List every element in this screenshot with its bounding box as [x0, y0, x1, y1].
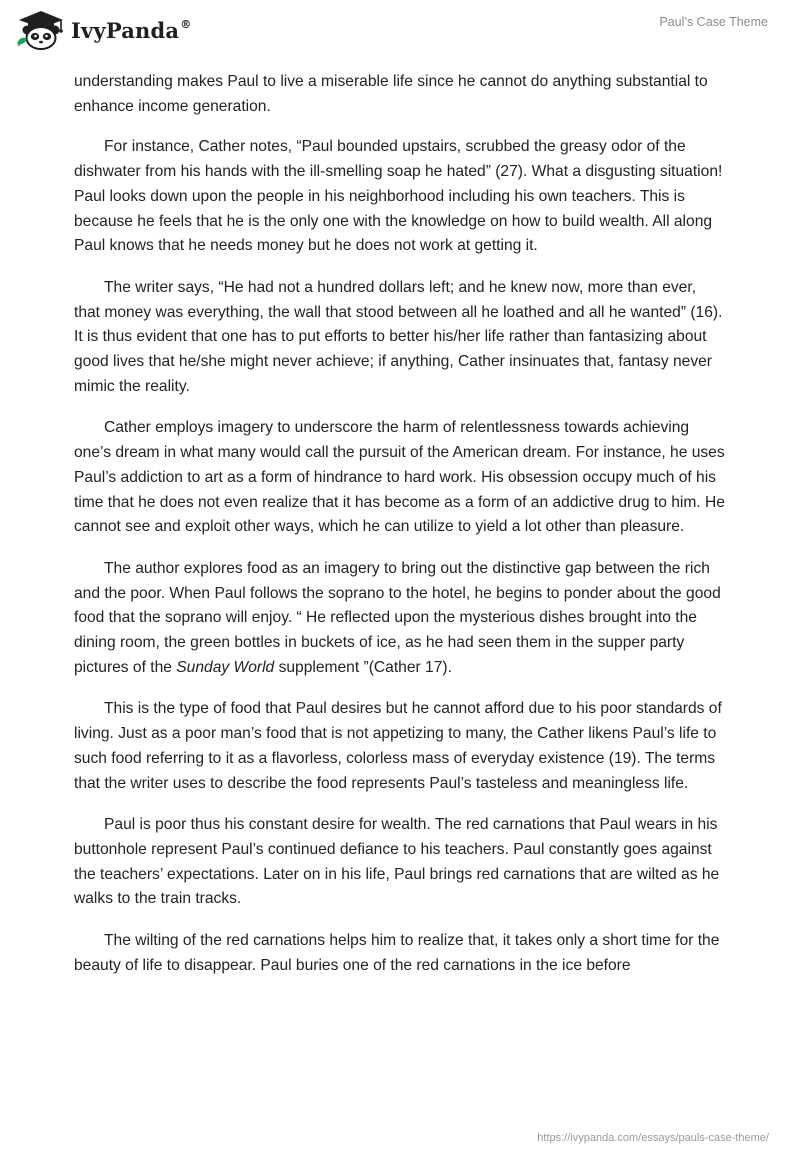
ivypanda-logo[interactable]	[14, 8, 191, 50]
publication-title: Sunday World	[176, 658, 275, 676]
paragraph-6: This is the type of food that Paul desires but he cannot afford due to his poor standards of living. Just as a poor man’s food that is not appetizing to many, the Cather likens Paul’s life to such food referring to it as a flavorless, colorless mass of everyday existence (19). The terms that the writer uses to describe the food represents Paul’s tasteless and meaningless life.	[74, 700, 722, 792]
paragraph-5	[74, 557, 726, 681]
panda-graduate-icon	[14, 8, 66, 50]
paragraph-7: Paul is poor thus his constant desire for wealth. The red carnations that Paul wears in his buttonhole represent Paul’s continued defiance to his teachers. Paul constantly goes against the teachers’ expectations. Later on in his life, Paul brings red carnations that are wilted as he walks to the train tracks.	[74, 816, 720, 908]
paragraph-4: Cather employs imagery to underscore the harm of relentlessness towards achieving one’s dream in what many would call the pursuit of the American dream. For instance, he uses Paul’s addiction to art as a form of hindrance to hard work. His obsession occupy much of his time that he does not even realize that it has become as a form of an addictive drug to him. He cannot see and exploit other ways, which he can utilize to yield a lot other than pleasure.	[74, 419, 725, 536]
essay-body	[74, 70, 726, 996]
page-header	[0, 0, 800, 70]
source-url[interactable]: https://ivypanda.com/essays/pauls-case-theme/	[537, 1132, 769, 1144]
paragraph-8: The wilting of the red carnations helps him to realize that, it takes only a short time for the beauty of life to disappear. Paul buries one of the red carnations in the ice before	[74, 932, 720, 974]
paragraph-2: For instance, Cather notes, “Paul bounded upstairs, scrubbed the greasy odor of the dishwater from his hands with the ill-smelling soap he hated” (27). What a disgusting situation! Paul looks down upon the people in his neighborhood including his own teachers. This is because he feels that he is the only one with the knowledge on how to build wealth. All along Paul knows that he needs money but he does not work at getting it.	[74, 138, 723, 255]
document-title: Paul’s Case Theme	[659, 15, 768, 29]
paragraph-3: The writer says, “He had not a hundred dollars left; and he knew now, more than ever, that money was everything, the wall that stood between all he loathed and all he wanted” (16). It is thus evident that one has to put efforts to better his/her life rather than fantasizing about good lives that he/she might never achieve; if anything, Cather insinuates that, fantasy never mimic the reality.	[74, 278, 723, 395]
paragraph-1: understanding makes Paul to live a miserable life since he cannot do anything substantial to enhance income generation.	[74, 73, 708, 115]
brand-name: IvyPanda®	[71, 17, 192, 43]
paragraph-5-text-after: supplement ”(Cather 17).	[274, 658, 452, 676]
paragraph-5-text-before: The author explores food as an imagery to bring out the distinctive gap between the rich and the poor. When Paul follows the soprano to the hotel, he begins to ponder about the good food that the soprano will enjoy. “ He reflected upon the mysterious dishes brought into the dining room, the green bottles in buckets of ice, as he had seen them in the supper party pictures of the	[74, 559, 721, 676]
